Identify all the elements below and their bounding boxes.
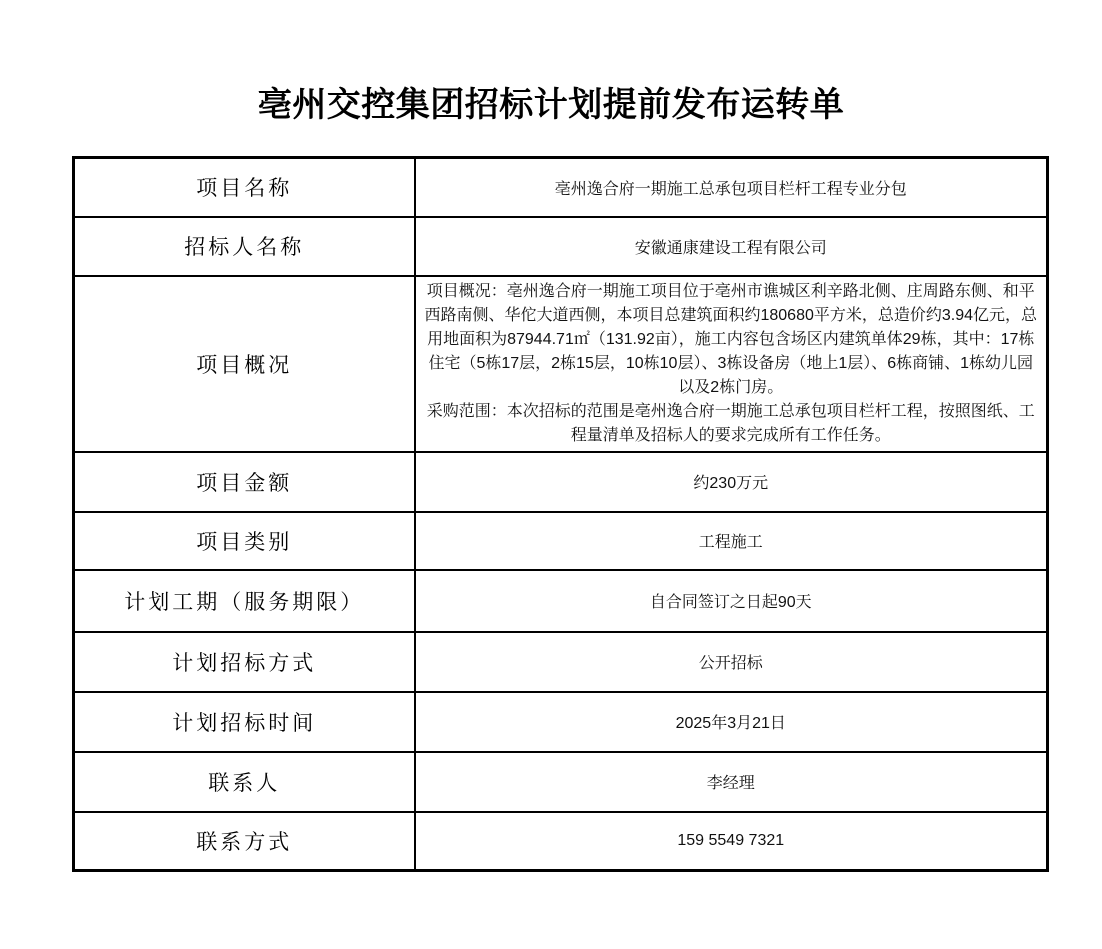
row-value-project-name: 亳州逸合府一期施工总承包项目栏杆工程专业分包 <box>415 158 1048 217</box>
table-row-tenderer-name <box>74 217 1048 276</box>
table-row-bidding-time <box>74 692 1048 752</box>
table-row-project-category <box>74 512 1048 570</box>
row-label-bidding-time: 计划招标时间 <box>74 692 415 752</box>
row-label-project-name: 项目名称 <box>74 158 415 217</box>
row-label-project-category: 项目类别 <box>74 512 415 570</box>
row-label-contact-method: 联系方式 <box>74 812 415 871</box>
row-value-project-amount: 约230万元 <box>415 452 1048 512</box>
row-value-contact-person: 李经理 <box>415 752 1048 812</box>
table-row-contact-person <box>74 752 1048 812</box>
bidding-plan-table <box>72 156 1049 872</box>
row-label-tenderer-name: 招标人名称 <box>74 217 415 276</box>
document-title: 亳州交控集团招标计划提前发布运转单 <box>257 87 845 124</box>
row-label-project-amount: 项目金额 <box>74 452 415 512</box>
row-value-contact-method: 159 5549 7321 <box>415 812 1048 871</box>
row-label-contact-person: 联系人 <box>74 752 415 812</box>
row-value-tenderer-name: 安徽通康建设工程有限公司 <box>415 217 1048 276</box>
table-row-project-overview <box>74 276 1048 452</box>
row-value-project-category: 工程施工 <box>415 512 1048 570</box>
table-row-bidding-method <box>74 632 1048 692</box>
table-row-project-amount <box>74 452 1048 512</box>
overview-paragraph-procurement: 采购范围：本次招标的范围是亳州逸合府一期施工总承包项目栏杆工程，按照图纸、工程量清单及招标人的要求完成所有工作任务。 <box>426 402 1035 444</box>
table-row-contact-method <box>74 812 1048 871</box>
row-value-project-overview <box>415 276 1048 452</box>
overview-paragraph-scope: 项目概况：亳州逸合府一期施工项目位于亳州市谯城区利辛路北侧、庄周路东侧、和平西路南侧、华佗大道西侧，本项目总建筑面积约180680平方米，总造价约3.94亿元，总用地面积为87944.71㎡（131.92亩），施工内容包含场区内建筑单体29栋，其中：17栋住宅（5栋17层，2栋15层，10栋10层）、3栋设备房（地上1层）、6栋商铺、1栋幼儿园以及2栋门房。 <box>424 282 1038 396</box>
row-label-bidding-method: 计划招标方式 <box>74 632 415 692</box>
row-value-bidding-method: 公开招标 <box>415 632 1048 692</box>
row-value-bidding-time: 2025年3月21日 <box>415 692 1048 752</box>
row-label-planned-duration: 计划工期（服务期限） <box>74 570 415 632</box>
row-label-project-overview: 项目概况 <box>74 276 415 452</box>
row-value-planned-duration: 自合同签订之日起90天 <box>415 570 1048 632</box>
table-row-planned-duration <box>74 570 1048 632</box>
table-row-project-name <box>74 158 1048 217</box>
